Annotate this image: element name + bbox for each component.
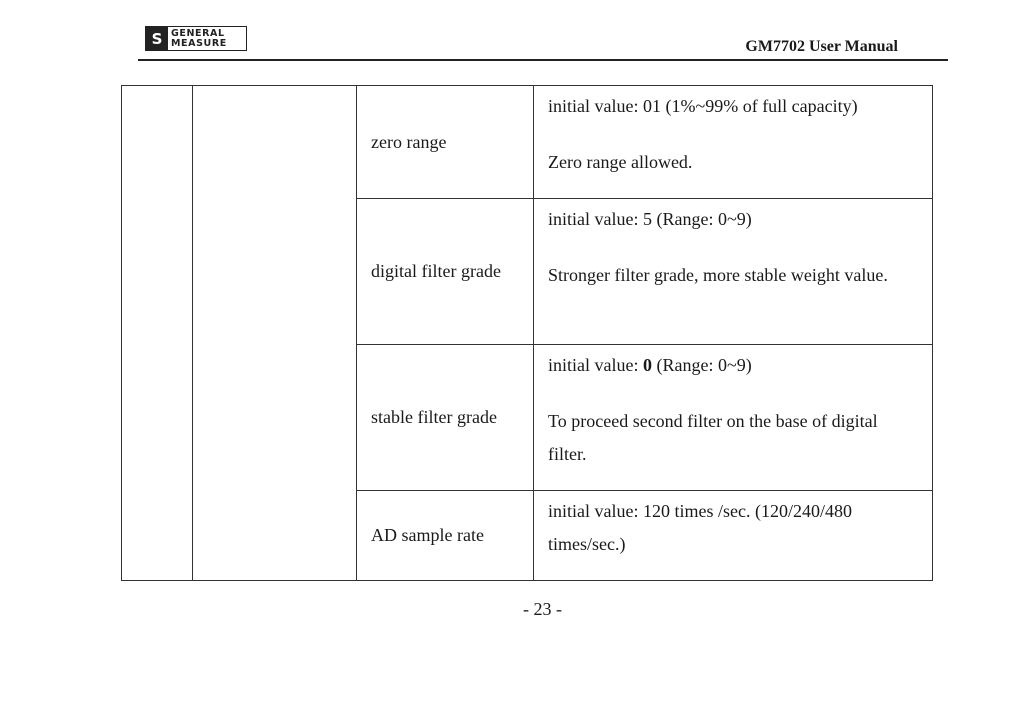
param-name: stable filter grade: [357, 345, 534, 491]
header-divider: [138, 59, 948, 61]
logo-line-general: GENERAL: [171, 27, 225, 39]
parameter-table: [121, 85, 933, 581]
document-title: GM7702 User Manual: [745, 38, 898, 55]
description-text: Zero range allowed.: [548, 152, 693, 172]
param-name: zero range: [357, 86, 534, 199]
initial-value-bold: 0: [642, 355, 652, 375]
param-description: [534, 491, 933, 581]
param-description: [534, 86, 933, 199]
logo-line-measure: MEASURE: [171, 37, 227, 49]
company-logo: [145, 26, 247, 51]
initial-value-prefix: initial value:: [548, 355, 643, 375]
initial-value: [548, 349, 920, 382]
empty-column-2: [193, 86, 357, 581]
logo-s-icon: S: [146, 27, 168, 50]
initial-value-suffix: (Range: 0~9): [651, 355, 752, 375]
initial-value: initial value: 01 (1%~99% of full capacity): [548, 96, 858, 116]
initial-value: initial value: 5 (Range: 0~9): [548, 209, 752, 229]
param-description: [534, 345, 933, 491]
table-row: [122, 86, 933, 199]
param-name: digital filter grade: [357, 199, 534, 345]
empty-column-1: [122, 86, 193, 581]
param-description: [534, 199, 933, 345]
description-text: Stronger filter grade, more stable weight value.: [548, 265, 888, 285]
page-number: - 23 -: [523, 599, 562, 619]
param-name: AD sample rate: [357, 491, 534, 581]
description-text: To proceed second filter on the base of digital filter.: [548, 411, 878, 464]
initial-value: initial value: 120 times /sec. (120/240/480 times/sec.): [548, 501, 852, 554]
logo-text: [168, 27, 246, 50]
